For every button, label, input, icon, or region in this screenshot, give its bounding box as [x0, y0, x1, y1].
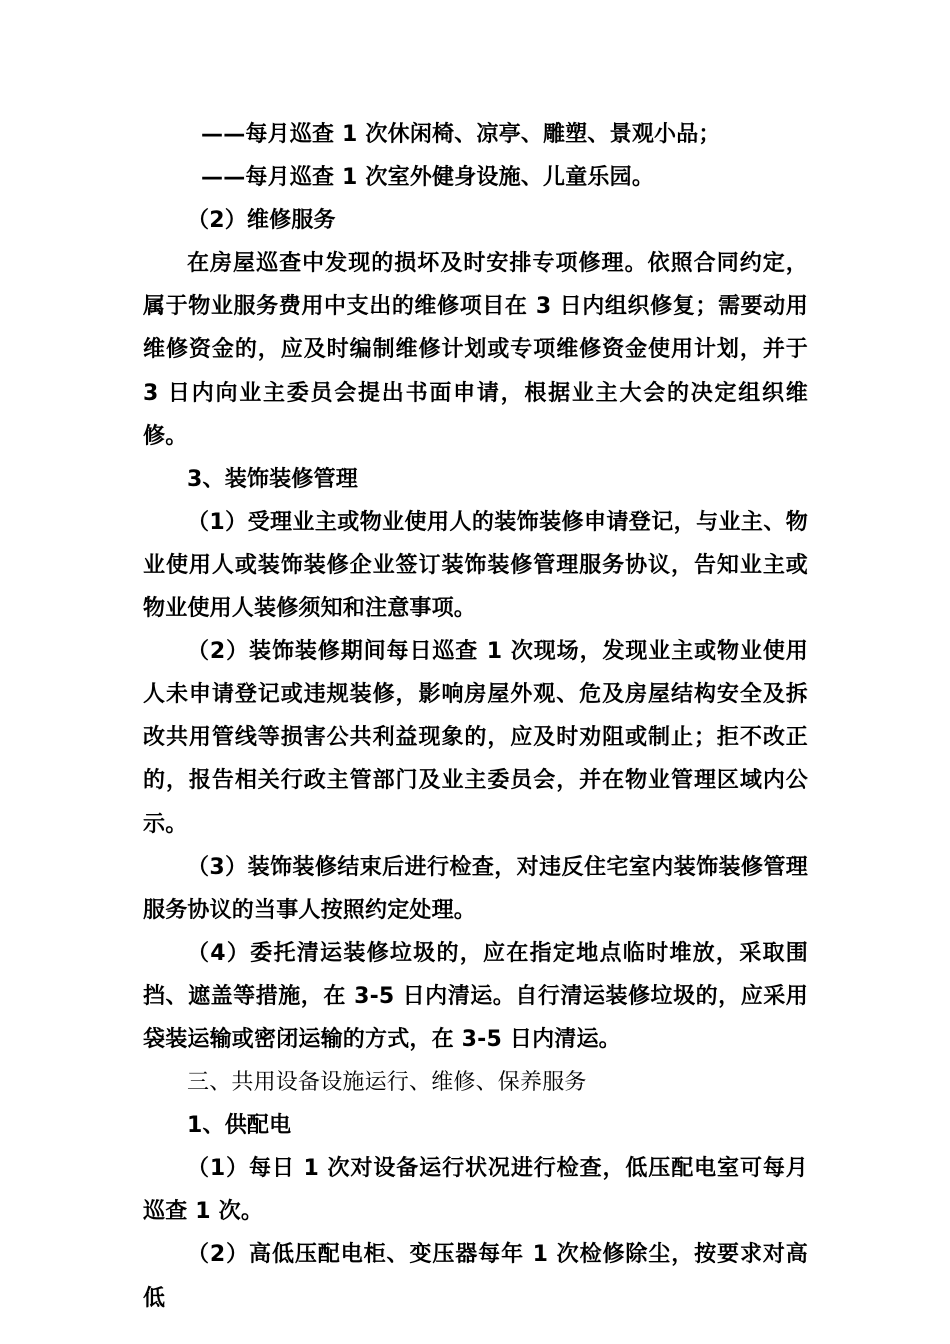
paragraph-decoration-1: （1）受理业主或物业使用人的装饰装修申请登记，与业主、物业使用人或装饰装修企业签订装饰装修管理服务协议，告知业主或物业使用人装修须知和注意事项。 — [143, 509, 808, 622]
paragraph-patrol-benches: ——每月巡查 1 次休闲椅、凉亭、雕塑、景观小品； — [201, 122, 721, 147]
paragraph-decoration-4: （4）委托清运装修垃圾的，应在指定地点临时堆放，采取围挡、遮盖等措施，在 3-5 日内清运。自行清运装修垃圾的，应采用袋装运输或密闭运输的方式，在 3-5 日内清运。 — [143, 940, 808, 1052]
heading-repair-service: （2）维修服务 — [187, 208, 336, 234]
paragraph-power-1: （1）每日 1 次对设备运行状况进行检查，低压配电室可每月巡查 1 次。 — [143, 1156, 808, 1225]
paragraph-power-2: （2）高低压配电柜、变压器每年 1 次检修除尘，按要求对高低 — [143, 1242, 808, 1311]
paragraph-repair-service: 在房屋巡查中发现的损坏及时安排专项修理。依照合同约定，属于物业服务费用中支出的维修项目在 3 日内组织修复；需要动用维修资金的，应及时编制维修计划或专项维修资金使用计划，并于 3 日内向业主委员会提出书面申请，根据业主大会的决定组织维修。 — [143, 251, 808, 449]
heading-equipment-services: 三、共用设备设施运行、维修、保养服务 — [187, 1070, 587, 1096]
paragraph-decoration-2: （2）装饰装修期间每日巡查 1 次现场，发现业主或物业使用人未申请登记或违规装修，影响房屋外观、危及房屋结构安全及拆改共用管线等损害公共利益现象的，应及时劝阻或制止；拒不改正的，报告相关行政主管部门及业主委员会，并在物业管理区域内公示。 — [143, 639, 808, 837]
paragraph-patrol-fitness: ——每月巡查 1 次室外健身设施、儿童乐园。 — [201, 165, 655, 191]
paragraph-decoration-3: （3）装饰装修结束后进行检查，对违反住宅室内装饰装修管理服务协议的当事人按照约定处理。 — [143, 854, 808, 923]
heading-decoration-management: 3、装饰装修管理 — [187, 466, 358, 492]
document-body — [143, 113, 808, 1320]
heading-power-supply: 1、供配电 — [187, 1113, 292, 1139]
